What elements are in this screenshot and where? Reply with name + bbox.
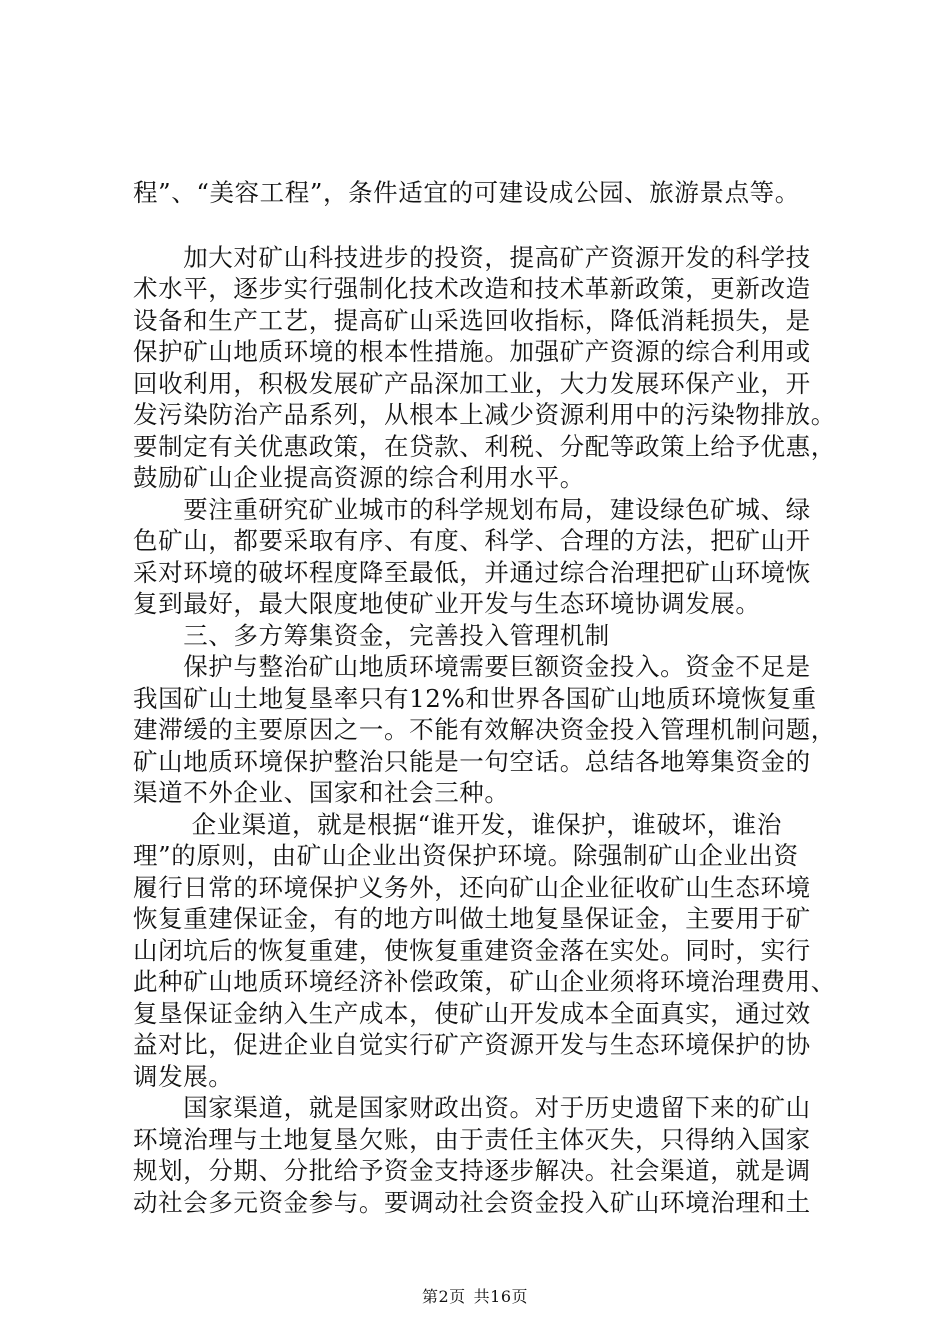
text-line: 加大对矿山科技进步的投资，提高矿产资源开发的科学技 [133,242,811,272]
text-line: 矿山地质环境保护整治只能是一句空话。总结各地筹集资金的 [133,746,811,776]
text-line: 我国矿山土地复垦率只有12%和世界各国矿山地质环境恢复重 [133,683,817,713]
text-line: 理”的原则，由矿山企业出资保护环境。除强制矿山企业出资 [133,841,799,870]
document-body [133,177,836,1218]
text-line: 三、多方筹集资金，完善投入管理机制 [133,620,610,650]
text-line: 复垦保证金纳入生产成本，使矿山开发成本全面真实，通过效 [133,998,811,1028]
text-line: 要制定有关优惠政策，在贷款、利税、分配等政策上给予优惠， [133,431,836,461]
text-line: 程”、“美容工程”，条件适宜的可建设成公园、旅游景点等。 [133,178,800,207]
text-line: 渠道不外企业、国家和社会三种。 [133,778,510,807]
text-line: 调发展。 [133,1061,234,1091]
text-line: 采对环境的破坏程度降至最低，并通过综合治理把矿山环境恢 [133,557,811,587]
text-line: 恢复重建保证金，有的地方叫做土地复垦保证金，主要用于矿 [133,904,811,933]
text-line: 此种矿山地质环境经济补偿政策，矿山企业须将环境治理费用、 [133,967,836,996]
page-number: 第2页 [421,1287,466,1306]
text-line: 规划，分期、分批给予资金支持逐步解决。社会渠道，就是调 [133,1156,811,1185]
text-line: 山闭坑后的恢复重建，使恢复重建资金落在实处。同时，实行 [133,935,811,965]
text-line: 回收利用，积极发展矿产品深加工业，大力发展环保产业，开 [133,368,811,398]
page-total: 共16页 [473,1287,529,1306]
text-line: 术水平，逐步实行强制化技术改造和技术革新政策，更新改造 [133,274,811,303]
text-line: 环境治理与土地复垦欠账，由于责任主体灭失，只得纳入国家 [133,1124,811,1154]
text-line: 鼓励矿山企业提高资源的综合利用水平。 [133,463,585,492]
text-line: 色矿山，都要采取有序、有度、科学、合理的方法，把矿山开 [133,526,811,555]
text-line: 益对比，促进企业自觉实行矿产资源开发与生态环境保护的协 [133,1030,811,1059]
paragraph-gap [133,209,833,242]
text-line: 企业渠道，就是根据“谁开发，谁保护，谁破坏，谁治 [133,809,783,839]
text-line: 发污染防治产品系列，从根本上减少资源利用中的污染物排放。 [133,400,836,429]
text-line: 保护矿山地质环境的根本性措施。加强矿产资源的综合利用或 [133,337,811,366]
text-line: 建滞缓的主要原因之一。不能有效解决资金投入管理机制问题， [133,715,836,744]
text-line: 复到最好，最大限度地使矿业开发与生态环境协调发展。 [133,589,761,618]
text-line: 设备和生产工艺，提高矿山采选回收指标，降低消耗损失，是 [133,305,811,335]
text-line: 保护与整治矿山地质环境需要巨额资金投入。资金不足是 [133,652,811,681]
text-line: 要注重研究矿业城市的科学规划布局，建设绿色矿城、绿 [133,494,811,524]
text-line: 国家渠道，就是国家财政出资。对于历史遗留下来的矿山 [133,1093,811,1122]
page-footer [0,1284,950,1307]
text-line: 动社会多元资金参与。要调动社会资金投入矿山环境治理和土 [133,1187,811,1217]
text-line: 履行日常的环境保护义务外，还向矿山企业征收矿山生态环境 [133,872,811,902]
